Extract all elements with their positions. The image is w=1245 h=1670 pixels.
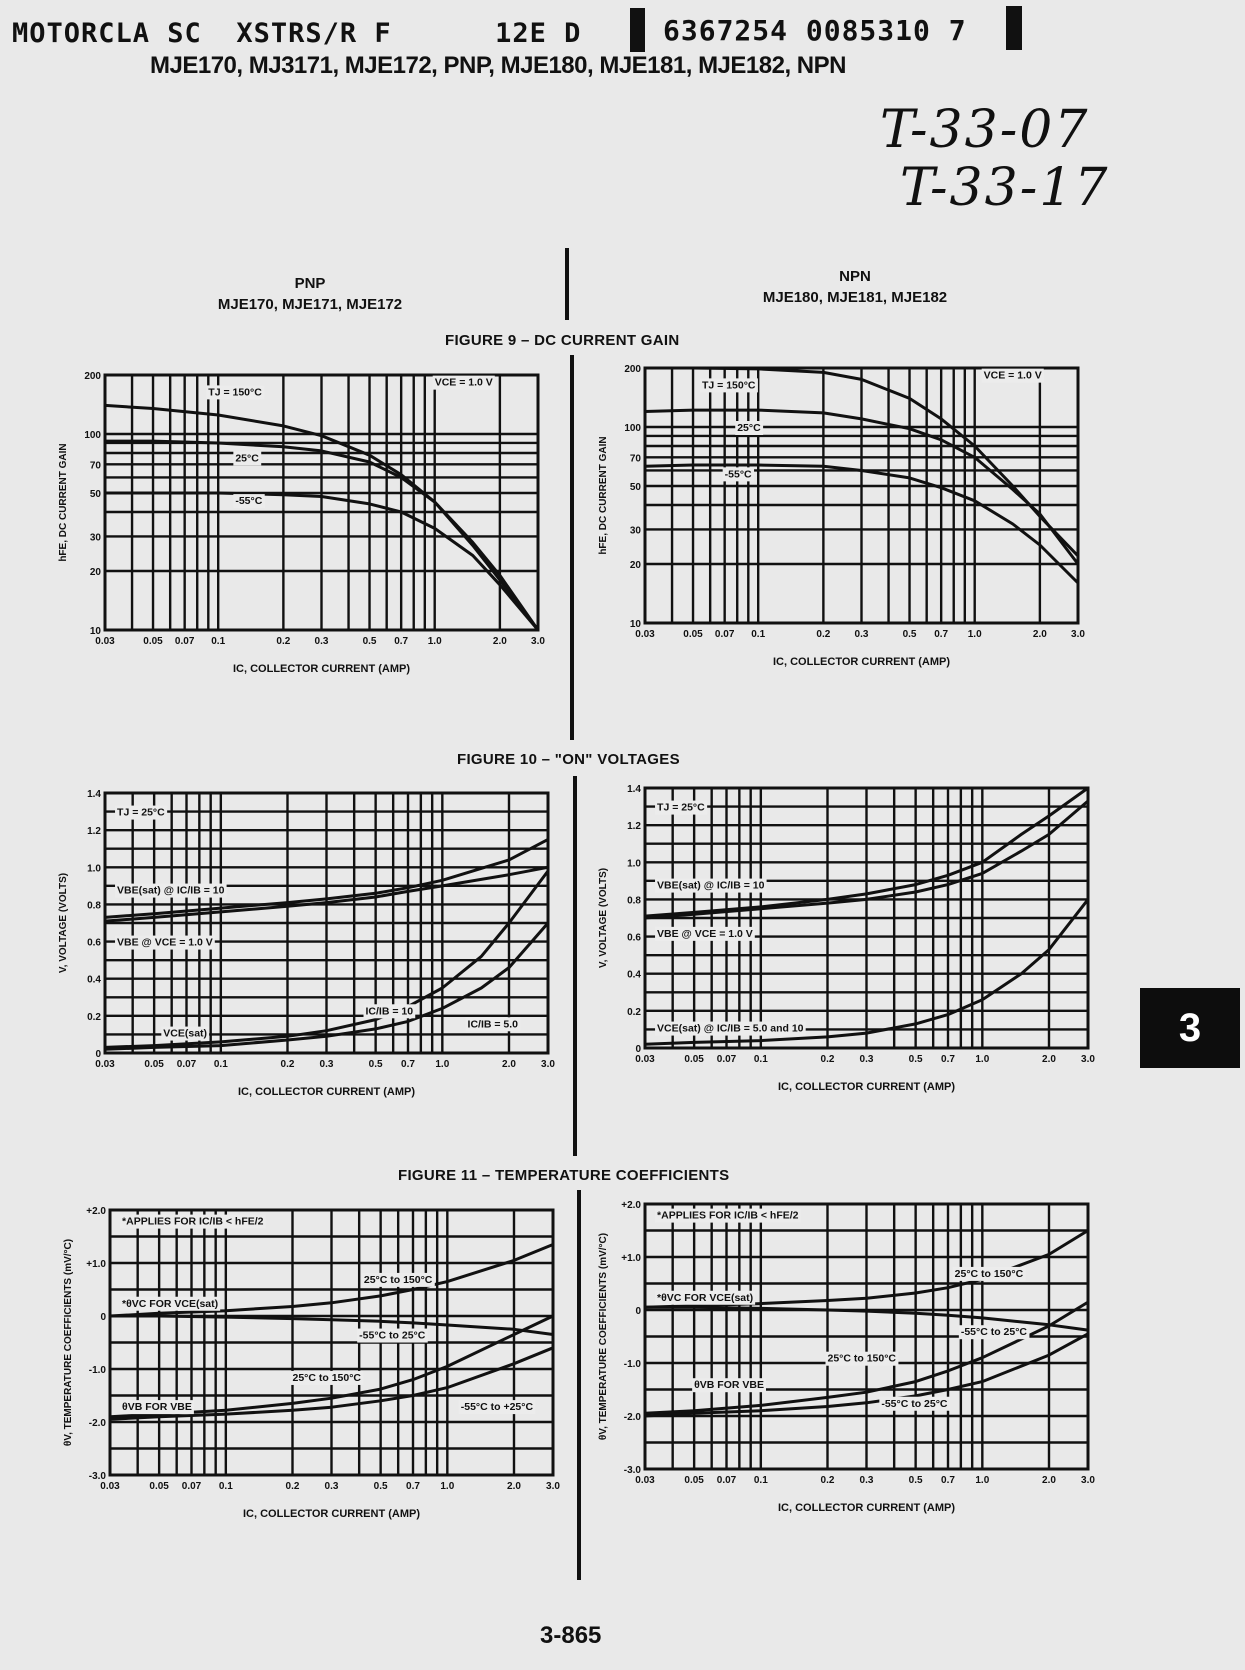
y-tick-label: 20 [629, 559, 641, 571]
svg-text:IC/IB = 10: IC/IB = 10 [365, 1005, 414, 1018]
svg-text:-55°C to 25°C: -55°C to 25°C [359, 1329, 426, 1342]
y-tick-label: 0.2 [627, 1006, 641, 1018]
x-tick-label: 1.0 [427, 636, 442, 647]
figure-10-title: FIGURE 10 – "ON" VOLTAGES [457, 751, 680, 768]
y-tick-label: 200 [84, 371, 101, 382]
x-tick-label: 0.3 [859, 1054, 874, 1065]
pnp-column-header [140, 275, 480, 313]
chart-annotation [115, 884, 227, 898]
x-tick-label: 0.5 [362, 636, 377, 647]
x-tick-label: 0.3 [859, 1475, 874, 1486]
y-tick-label: -3.0 [88, 1471, 106, 1482]
svg-text:25°C: 25°C [737, 422, 761, 435]
chart-annotation [362, 1273, 435, 1287]
chart-annotation [433, 376, 495, 390]
svg-text:VBE @ VCE = 1.0 V: VBE @ VCE = 1.0 V [117, 936, 213, 949]
chart-annotation [959, 1325, 1030, 1339]
y-tick-label: +2.0 [621, 1200, 641, 1211]
chart-svg [590, 778, 1100, 1113]
y-tick-label: 0.8 [627, 895, 641, 907]
x-tick-label: 0.7 [941, 1475, 955, 1486]
y-tick-label: 1.2 [627, 821, 641, 833]
chart-annotation [233, 451, 261, 465]
y-tick-label: -2.0 [623, 1412, 641, 1423]
x-tick-label: 0.2 [816, 629, 831, 640]
x-tick-label: 2.0 [1042, 1054, 1056, 1065]
x-axis-label: IC, COLLECTOR CURRENT (AMP) [777, 1081, 956, 1093]
chart-annotation [364, 1004, 416, 1018]
x-tick-label: 3.0 [1081, 1054, 1095, 1065]
chart-annotation [120, 1297, 220, 1311]
x-tick-label: 0.07 [716, 1054, 737, 1065]
y-axis-label: V, VOLTAGE (VOLTS) [598, 867, 609, 969]
y-tick-label: 1.0 [627, 858, 641, 870]
y-tick-label: +2.0 [86, 1206, 106, 1217]
x-tick-label: 0.5 [908, 1054, 923, 1065]
x-tick-label: 0.2 [820, 1475, 835, 1486]
page-number: 3-865 [540, 1622, 602, 1649]
svg-text:*θVC FOR VCE(sat): *θVC FOR VCE(sat) [122, 1297, 219, 1310]
y-tick-label: 100 [624, 423, 641, 435]
y-tick-label: 70 [89, 460, 101, 472]
chart-annotation [115, 806, 167, 820]
y-tick-label: 1.4 [627, 784, 641, 795]
x-axis-label: IC, COLLECTOR CURRENT (AMP) [242, 1508, 421, 1520]
x-tick-label: 0.03 [635, 1475, 655, 1486]
x-tick-label: 0.05 [684, 1054, 704, 1065]
x-tick-label: 1.0 [440, 1481, 455, 1492]
chart-fig11-pnp [55, 1200, 565, 1540]
y-tick-label: 10 [89, 626, 101, 637]
x-axis-label: IC, COLLECTOR CURRENT (AMP) [237, 1086, 416, 1098]
svg-text:VCE = 1.0 V: VCE = 1.0 V [983, 369, 1042, 382]
chart-annotation [233, 494, 264, 508]
x-tick-label: 0.7 [394, 636, 409, 647]
x-tick-label: 0.1 [218, 1481, 233, 1492]
y-axis-label: hFE, DC CURRENT GAIN [598, 436, 609, 555]
svg-text:TJ = 25°C: TJ = 25°C [657, 801, 705, 814]
y-tick-label: 0.6 [87, 937, 101, 949]
y-tick-label: -2.0 [88, 1418, 106, 1429]
y-tick-label: 1.4 [87, 789, 101, 800]
column-divider-3 [577, 1190, 581, 1580]
y-tick-label: 50 [629, 482, 641, 494]
x-tick-label: 2.0 [492, 636, 507, 647]
x-tick-label: 0.07 [176, 1059, 197, 1070]
x-tick-label: 0.2 [280, 1059, 295, 1070]
chart-annotation [206, 385, 264, 399]
x-tick-label: 0.2 [820, 1054, 835, 1065]
chart-annotation [466, 1017, 521, 1031]
svg-text:-55°C: -55°C [235, 495, 263, 508]
x-tick-label: 0.03 [95, 1059, 115, 1070]
x-tick-label: 1.0 [975, 1054, 990, 1065]
section-tab: 3 [1140, 988, 1240, 1068]
svg-text:VBE(sat) @ IC/IB = 10: VBE(sat) @ IC/IB = 10 [117, 884, 225, 897]
x-tick-label: 0.03 [635, 1054, 655, 1065]
chart-annotation [879, 1397, 950, 1411]
svg-text:25°C to 150°C: 25°C to 150°C [827, 1352, 897, 1365]
chart-annotation [120, 1215, 266, 1229]
chart-annotation [655, 1209, 801, 1223]
chart-annotation [723, 467, 754, 481]
chart-annotation [115, 936, 215, 950]
x-tick-label: 0.07 [716, 1475, 737, 1486]
y-tick-label: 0 [635, 1306, 641, 1317]
svg-text:-55°C to +25°C: -55°C to +25°C [460, 1401, 534, 1414]
chart-fig10-npn [590, 778, 1100, 1113]
x-tick-label: 2.0 [1042, 1475, 1056, 1486]
svg-text:25°C to 150°C: 25°C to 150°C [292, 1371, 362, 1384]
x-tick-label: 1.0 [435, 1059, 450, 1070]
x-tick-label: 0.05 [149, 1481, 169, 1492]
x-tick-label: 0.3 [319, 1059, 334, 1070]
x-tick-label: 3.0 [531, 636, 545, 647]
svg-text:VCE(sat): VCE(sat) [163, 1027, 208, 1040]
y-tick-label: 30 [629, 525, 641, 537]
manufacturer-header: MOTORCLA SC XSTRS/R F 12E D [12, 18, 582, 49]
x-tick-label: 0.3 [324, 1481, 339, 1492]
x-tick-label: 2.0 [1032, 629, 1047, 640]
y-tick-label: 30 [89, 532, 101, 544]
x-tick-label: 2.0 [507, 1481, 521, 1492]
y-tick-label: 0 [635, 1044, 641, 1055]
x-tick-label: 0.5 [373, 1481, 388, 1492]
svg-text:TJ = 25°C: TJ = 25°C [117, 806, 165, 819]
header-black-bar-right [1006, 6, 1022, 50]
handwritten-code-1: T-33-07 [880, 100, 1090, 160]
svg-text:-55°C: -55°C [724, 468, 752, 481]
y-tick-label: 0 [95, 1049, 101, 1060]
x-tick-label: 0.7 [941, 1054, 955, 1065]
chart-annotation [982, 369, 1044, 383]
chart-fig9-npn [590, 358, 1090, 688]
chart-svg [55, 1200, 565, 1540]
y-tick-label: 0.4 [87, 974, 101, 986]
chart-annotation [655, 1022, 806, 1036]
header-black-bar-left [630, 8, 645, 52]
pnp-parts: MJE170, MJE171, MJE172 [217, 296, 403, 313]
x-tick-label: 0.1 [211, 636, 226, 647]
npn-column-header [685, 268, 1025, 306]
svg-text:25°C: 25°C [235, 452, 259, 465]
svg-text:25°C to 150°C: 25°C to 150°C [954, 1267, 1024, 1280]
x-tick-label: 3.0 [546, 1481, 560, 1492]
chart-annotation [655, 1291, 755, 1305]
x-tick-label: 0.2 [285, 1481, 300, 1492]
y-axis-label: V, VOLTAGE (VOLTS) [58, 872, 69, 974]
y-tick-label: -3.0 [623, 1465, 641, 1476]
svg-text:VCE = 1.0 V: VCE = 1.0 V [434, 376, 493, 389]
x-tick-label: 0.05 [684, 1475, 704, 1486]
x-axis-label: IC, COLLECTOR CURRENT (AMP) [772, 656, 951, 668]
y-tick-label: 0 [100, 1312, 106, 1323]
chart-annotation [692, 1378, 766, 1392]
x-tick-label: 0.1 [753, 1475, 768, 1486]
svg-text:VCE(sat) @ IC/IB = 5.0 and 10: VCE(sat) @ IC/IB = 5.0 and 10 [657, 1022, 804, 1035]
handwritten-code-2: T-33-17 [900, 158, 1110, 218]
x-tick-label: 0.03 [635, 629, 655, 640]
chart-annotation [655, 927, 755, 941]
y-tick-label: +1.0 [86, 1259, 106, 1270]
chart-fig9-pnp [50, 365, 550, 695]
chart-annotation [655, 879, 767, 893]
figure-11-title: FIGURE 11 – TEMPERATURE COEFFICIENTS [398, 1167, 730, 1184]
x-tick-label: 0.1 [751, 629, 766, 640]
chart-annotation [357, 1329, 428, 1343]
y-tick-label: +1.0 [621, 1253, 641, 1264]
x-tick-label: 0.7 [406, 1481, 420, 1492]
chart-svg [50, 365, 550, 695]
x-tick-label: 0.5 [902, 629, 917, 640]
x-tick-label: 3.0 [1081, 1475, 1095, 1486]
x-tick-label: 0.05 [143, 636, 163, 647]
x-tick-label: 0.1 [753, 1054, 768, 1065]
chart-svg [50, 783, 560, 1118]
chart-annotation [459, 1400, 536, 1414]
svg-text:TJ = 150°C: TJ = 150°C [208, 386, 262, 399]
x-axis-label: IC, COLLECTOR CURRENT (AMP) [777, 1502, 956, 1514]
x-tick-label: 0.03 [100, 1481, 120, 1492]
chart-annotation [120, 1400, 194, 1414]
x-tick-label: 0.3 [314, 636, 329, 647]
x-tick-label: 1.0 [967, 629, 982, 640]
svg-text:θVB FOR VBE: θVB FOR VBE [694, 1379, 764, 1392]
x-tick-label: 0.07 [174, 636, 195, 647]
chart-annotation [290, 1371, 363, 1385]
npn-parts: MJE180, MJE181, MJE182 [762, 289, 948, 306]
x-tick-label: 0.5 [368, 1059, 383, 1070]
npn-label: NPN [839, 268, 871, 285]
chart-annotation [735, 421, 763, 435]
x-tick-label: 0.03 [95, 636, 115, 647]
column-divider-1 [570, 355, 574, 740]
x-tick-label: 0.2 [276, 636, 291, 647]
chart-svg [590, 358, 1090, 688]
svg-text:*θVC FOR VCE(sat): *θVC FOR VCE(sat) [657, 1291, 754, 1304]
chart-annotation [655, 801, 707, 815]
svg-text:θVB FOR VBE: θVB FOR VBE [122, 1401, 192, 1414]
chart-annotation [953, 1267, 1026, 1281]
x-tick-label: 0.7 [934, 629, 949, 640]
y-tick-label: -1.0 [623, 1359, 641, 1370]
x-axis-label: IC, COLLECTOR CURRENT (AMP) [232, 663, 411, 675]
x-tick-label: 3.0 [1071, 629, 1085, 640]
x-tick-label: 0.07 [714, 629, 735, 640]
figure-9-title: FIGURE 9 – DC CURRENT GAIN [445, 332, 680, 349]
y-tick-label: 70 [629, 453, 641, 465]
y-tick-label: 0.2 [87, 1011, 101, 1023]
x-tick-label: 2.0 [502, 1059, 516, 1070]
svg-text:*APPLIES FOR IC/IB < hFE/2: *APPLIES FOR IC/IB < hFE/2 [122, 1215, 264, 1228]
y-axis-label: hFE, DC CURRENT GAIN [58, 443, 69, 562]
y-tick-label: 0.8 [87, 900, 101, 912]
x-tick-label: 0.5 [908, 1475, 923, 1486]
y-axis-label: θV, TEMPERATURE COEFFICIENTS (mV/°C) [63, 1238, 74, 1447]
y-tick-label: 10 [629, 619, 641, 630]
y-tick-label: 1.2 [87, 826, 101, 838]
chart-svg [590, 1194, 1100, 1534]
x-tick-label: 0.7 [401, 1059, 415, 1070]
chart-annotation [825, 1352, 898, 1366]
y-tick-label: 50 [89, 489, 101, 501]
pnp-label: PNP [294, 275, 326, 292]
svg-text:VBE @ VCE = 1.0 V: VBE @ VCE = 1.0 V [657, 927, 753, 940]
chart-annotation [161, 1027, 209, 1041]
header-divider [565, 248, 569, 320]
svg-text:IC/IB = 5.0: IC/IB = 5.0 [467, 1018, 519, 1031]
x-tick-label: 3.0 [541, 1059, 555, 1070]
svg-text:-55°C to 25°C: -55°C to 25°C [960, 1326, 1028, 1339]
x-tick-label: 0.05 [144, 1059, 164, 1070]
x-tick-label: 1.0 [975, 1475, 990, 1486]
y-tick-label: 0.6 [627, 932, 641, 944]
svg-text:*APPLIES FOR IC/IB < hFE/2: *APPLIES FOR IC/IB < hFE/2 [657, 1209, 799, 1222]
y-tick-label: -1.0 [88, 1365, 106, 1376]
chart-annotation [700, 378, 758, 392]
x-tick-label: 0.1 [213, 1059, 228, 1070]
x-tick-label: 0.3 [854, 629, 869, 640]
y-tick-label: 0.4 [627, 969, 641, 981]
svg-text:TJ = 150°C: TJ = 150°C [701, 379, 756, 392]
y-tick-label: 20 [89, 566, 101, 578]
svg-text:-55°C to 25°C: -55°C to 25°C [881, 1397, 948, 1410]
svg-text:VBE(sat) @ IC/IB = 10: VBE(sat) @ IC/IB = 10 [657, 879, 765, 892]
y-tick-label: 1.0 [87, 863, 101, 875]
chart-fig10-pnp [50, 783, 560, 1118]
column-divider-2 [573, 776, 577, 1156]
y-tick-label: 200 [624, 364, 641, 375]
document-code: 6367254 0085310 7 [663, 14, 967, 47]
chart-fig11-npn [590, 1194, 1100, 1534]
x-tick-label: 0.07 [181, 1481, 202, 1492]
part-title: MJE170, MJ3171, MJE172, PNP, MJE180, MJE181, MJE182, NPN [150, 52, 846, 79]
svg-text:25°C to 150°C: 25°C to 150°C [363, 1273, 433, 1286]
y-tick-label: 100 [84, 430, 101, 442]
y-axis-label: θV, TEMPERATURE COEFFICIENTS (mV/°C) [598, 1232, 609, 1441]
x-tick-label: 0.05 [683, 629, 703, 640]
